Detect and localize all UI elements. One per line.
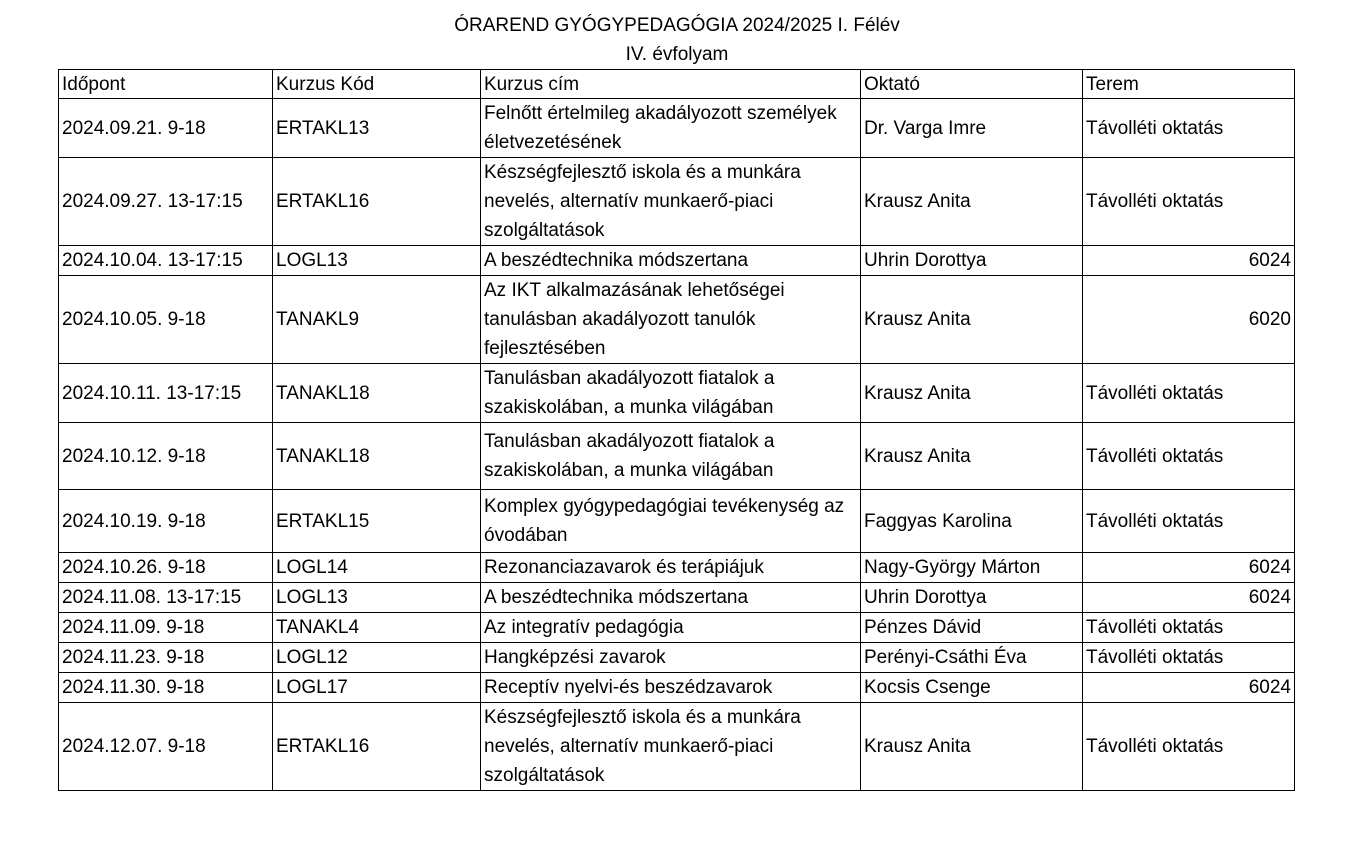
cell-kod: TANAKL4 bbox=[273, 613, 481, 643]
cell-oktato: Kocsis Csenge bbox=[861, 673, 1083, 703]
cell-cim: Felnőtt értelmileg akadályozott személyek életvezetésének bbox=[481, 99, 861, 158]
cell-terem: Távolléti oktatás bbox=[1083, 490, 1295, 553]
table-row bbox=[59, 99, 1295, 158]
page-title: ÓRAREND GYÓGYPEDAGÓGIA 2024/2025 I. Félév bbox=[454, 15, 900, 36]
cell-idopont: 2024.09.21. 9-18 bbox=[59, 99, 273, 158]
cell-idopont: 2024.09.27. 13-17:15 bbox=[59, 158, 273, 246]
header-kurzus-cim: Kurzus cím bbox=[481, 70, 861, 99]
cell-kod: TANAKL18 bbox=[273, 423, 481, 490]
cell-cim: Tanulásban akadályozott fiatalok a szakiskolában, a munka világában bbox=[481, 364, 861, 423]
cell-oktato: Krausz Anita bbox=[861, 364, 1083, 423]
cell-idopont: 2024.12.07. 9-18 bbox=[59, 703, 273, 791]
table-row bbox=[59, 613, 1295, 643]
table-row bbox=[59, 703, 1295, 791]
cell-oktato: Krausz Anita bbox=[861, 276, 1083, 364]
table-row bbox=[59, 553, 1295, 583]
cell-terem: Távolléti oktatás bbox=[1083, 643, 1295, 673]
cell-cim: Hangképzési zavarok bbox=[481, 643, 861, 673]
cell-kod: LOGL13 bbox=[273, 246, 481, 276]
cell-terem: Távolléti oktatás bbox=[1083, 364, 1295, 423]
cell-idopont: 2024.10.12. 9-18 bbox=[59, 423, 273, 490]
cell-terem: Távolléti oktatás bbox=[1083, 423, 1295, 490]
cell-oktato: Uhrin Dorottya bbox=[861, 583, 1083, 613]
cell-cim: Az integratív pedagógia bbox=[481, 613, 861, 643]
table-row bbox=[59, 276, 1295, 364]
cell-terem: 6024 bbox=[1083, 673, 1295, 703]
cell-kod: LOGL13 bbox=[273, 583, 481, 613]
cell-cim: Tanulásban akadályozott fiatalok a szakiskolában, a munka világában bbox=[481, 423, 861, 490]
table-row bbox=[59, 364, 1295, 423]
cell-terem: 6024 bbox=[1083, 553, 1295, 583]
cell-kod: TANAKL9 bbox=[273, 276, 481, 364]
table-row bbox=[59, 673, 1295, 703]
header-terem: Terem bbox=[1083, 70, 1295, 99]
cell-terem: Távolléti oktatás bbox=[1083, 99, 1295, 158]
table-row bbox=[59, 423, 1295, 490]
cell-oktato: Perényi-Csáthi Éva bbox=[861, 643, 1083, 673]
cell-idopont: 2024.10.19. 9-18 bbox=[59, 490, 273, 553]
header-kurzus-kod: Kurzus Kód bbox=[273, 70, 481, 99]
cell-cim: A beszédtechnika módszertana bbox=[481, 583, 861, 613]
timetable bbox=[58, 69, 1295, 791]
table-row bbox=[59, 246, 1295, 276]
cell-kod: LOGL12 bbox=[273, 643, 481, 673]
cell-idopont: 2024.10.26. 9-18 bbox=[59, 553, 273, 583]
cell-terem: 6024 bbox=[1083, 246, 1295, 276]
cell-cim: Komplex gyógypedagógiai tevékenység az óvodában bbox=[481, 490, 861, 553]
cell-idopont: 2024.11.09. 9-18 bbox=[59, 613, 273, 643]
cell-cim: Az IKT alkalmazásának lehetőségei tanulásban akadályozott tanulók fejlesztésében bbox=[481, 276, 861, 364]
cell-kod: ERTAKL16 bbox=[273, 158, 481, 246]
cell-kod: TANAKL18 bbox=[273, 364, 481, 423]
cell-idopont: 2024.11.30. 9-18 bbox=[59, 673, 273, 703]
cell-idopont: 2024.10.04. 13-17:15 bbox=[59, 246, 273, 276]
header-oktato: Oktató bbox=[861, 70, 1083, 99]
cell-cim: A beszédtechnika módszertana bbox=[481, 246, 861, 276]
cell-terem: 6020 bbox=[1083, 276, 1295, 364]
cell-oktato: Dr. Varga Imre bbox=[861, 99, 1083, 158]
header-idopont: Időpont bbox=[59, 70, 273, 99]
cell-kod: LOGL14 bbox=[273, 553, 481, 583]
cell-oktato: Pénzes Dávid bbox=[861, 613, 1083, 643]
cell-kod: ERTAKL16 bbox=[273, 703, 481, 791]
header-row bbox=[59, 70, 1295, 99]
cell-kod: ERTAKL15 bbox=[273, 490, 481, 553]
cell-cim: Receptív nyelvi-és beszédzavarok bbox=[481, 673, 861, 703]
cell-terem: Távolléti oktatás bbox=[1083, 158, 1295, 246]
cell-oktato: Nagy-György Márton bbox=[861, 553, 1083, 583]
table-row bbox=[59, 490, 1295, 553]
cell-idopont: 2024.10.11. 13-17:15 bbox=[59, 364, 273, 423]
page-subtitle: IV. évfolyam bbox=[625, 44, 729, 65]
cell-terem: Távolléti oktatás bbox=[1083, 703, 1295, 791]
cell-oktato: Faggyas Karolina bbox=[861, 490, 1083, 553]
cell-cim: Készségfejlesztő iskola és a munkára nevelés, alternatív munkaerő-piaci szolgáltatások bbox=[481, 158, 861, 246]
cell-idopont: 2024.11.23. 9-18 bbox=[59, 643, 273, 673]
cell-kod: LOGL17 bbox=[273, 673, 481, 703]
cell-idopont: 2024.10.05. 9-18 bbox=[59, 276, 273, 364]
cell-oktato: Krausz Anita bbox=[861, 423, 1083, 490]
cell-terem: 6024 bbox=[1083, 583, 1295, 613]
cell-oktato: Krausz Anita bbox=[861, 703, 1083, 791]
cell-terem: Távolléti oktatás bbox=[1083, 613, 1295, 643]
cell-cim: Készségfejlesztő iskola és a munkára nevelés, alternatív munkaerő-piaci szolgáltatások bbox=[481, 703, 861, 791]
table-row bbox=[59, 158, 1295, 246]
cell-oktato: Uhrin Dorottya bbox=[861, 246, 1083, 276]
cell-idopont: 2024.11.08. 13-17:15 bbox=[59, 583, 273, 613]
cell-oktato: Krausz Anita bbox=[861, 158, 1083, 246]
table-row bbox=[59, 643, 1295, 673]
cell-kod: ERTAKL13 bbox=[273, 99, 481, 158]
table-row bbox=[59, 583, 1295, 613]
cell-cim: Rezonanciazavarok és terápiájuk bbox=[481, 553, 861, 583]
